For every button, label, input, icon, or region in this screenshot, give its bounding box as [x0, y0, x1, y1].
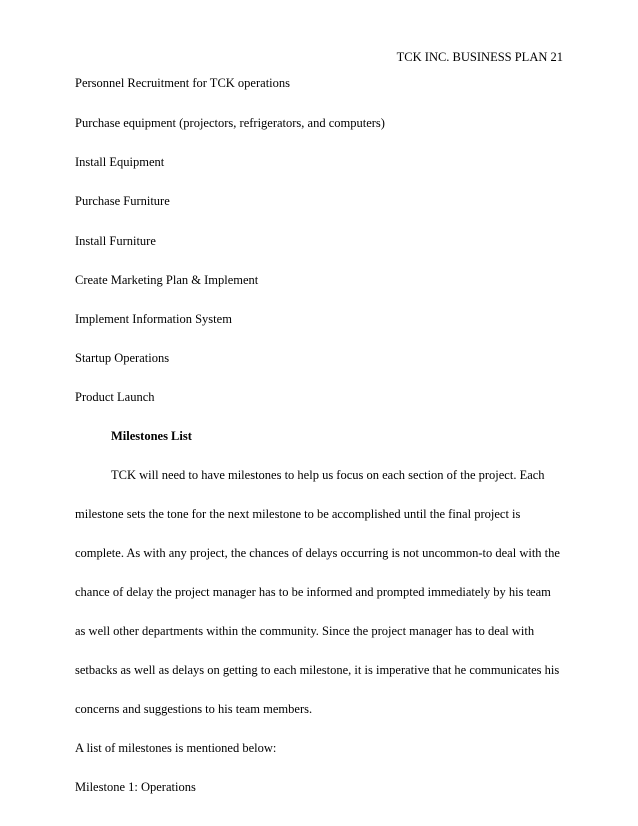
paragraph-line: milestone sets the tone for the next milestone to be accomplished until the final project is	[75, 507, 521, 521]
milestones-intro: A list of milestones is mentioned below:	[75, 741, 277, 755]
paragraph-line: concerns and suggestions to his team members.	[75, 702, 313, 716]
paragraph-line: chance of delay the project manager has to be informed and prompted immediately by his team	[75, 585, 551, 599]
list-item: Create Marketing Plan & Implement	[75, 273, 259, 287]
paragraph-line: setbacks as well as delays on getting to each milestone, it is imperative that he communicates his	[75, 663, 560, 677]
list-item: Install Equipment	[75, 155, 165, 169]
list-item: Product Launch	[75, 390, 155, 404]
paragraph-line: as well other departments within the community. Since the project manager has to deal with	[75, 624, 535, 638]
list-item: Implement Information System	[75, 312, 232, 326]
running-head: TCK INC. BUSINESS PLAN 21	[396, 50, 563, 64]
milestone-1-label: Milestone 1: Operations	[75, 780, 196, 794]
list-item: Startup Operations	[75, 351, 170, 365]
list-item: Install Furniture	[75, 234, 156, 248]
list-item: Purchase equipment (projectors, refrigerators, and computers)	[75, 116, 385, 130]
paragraph-line: TCK will need to have milestones to help us focus on each section of the project. Each	[111, 468, 545, 482]
section-heading: Milestones List	[111, 429, 192, 443]
list-item: Purchase Furniture	[75, 194, 170, 208]
list-item: Personnel Recruitment for TCK operations	[75, 76, 291, 90]
paragraph-line: complete. As with any project, the chances of delays occurring is not uncommon-to deal with the	[75, 546, 560, 560]
